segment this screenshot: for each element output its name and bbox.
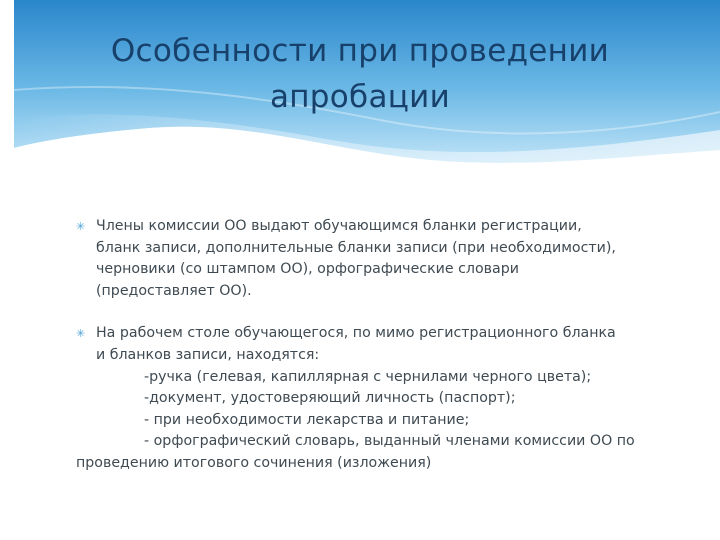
bullet-item-1 [68,216,658,302]
bullet-2-line-1: На рабочем столе обучающегося, по мимо регистрационного бланка [96,325,616,342]
bullet-1-line-3: черновики (со штампом ОО), орфографические словари [96,261,519,278]
header-banner [0,0,720,200]
sub-item-pen: -ручка (гелевая, капиллярная с чернилами черного цвета); [144,368,592,385]
sub-item-dictionary: - орфографический словарь, выданный членами комиссии ОО по [144,433,635,450]
bullet-1-line-4: (предоставляет ОО). [96,282,252,299]
slide-title-line-1: Особенности при проведении [110,33,610,69]
bullet-1-line-2: бланк записи, дополнительные бланки записи (при необходимости), [96,239,616,256]
sub-item-dictionary-continuation: проведению итогового сочинения (изложения) [76,454,432,471]
sub-item-medicine-food: - при необходимости лекарства и питание; [144,411,470,428]
slide-title [0,28,720,120]
bullet-1-line-1: Члены комиссии ОО выдают обучающимся бланки регистрации, [96,218,582,234]
slide-body [68,216,658,475]
bullet-item-2 [68,323,658,474]
asterisk-bullet-icon: ✳ [76,327,86,341]
bullet-2-line-2: и бланков записи, находятся: [96,346,320,363]
slide-title-line-2: апробации [269,79,451,115]
asterisk-bullet-icon: ✳ [76,220,86,233]
sub-item-id-document: -документ, удостоверяющий личность (паспорт); [144,390,516,407]
